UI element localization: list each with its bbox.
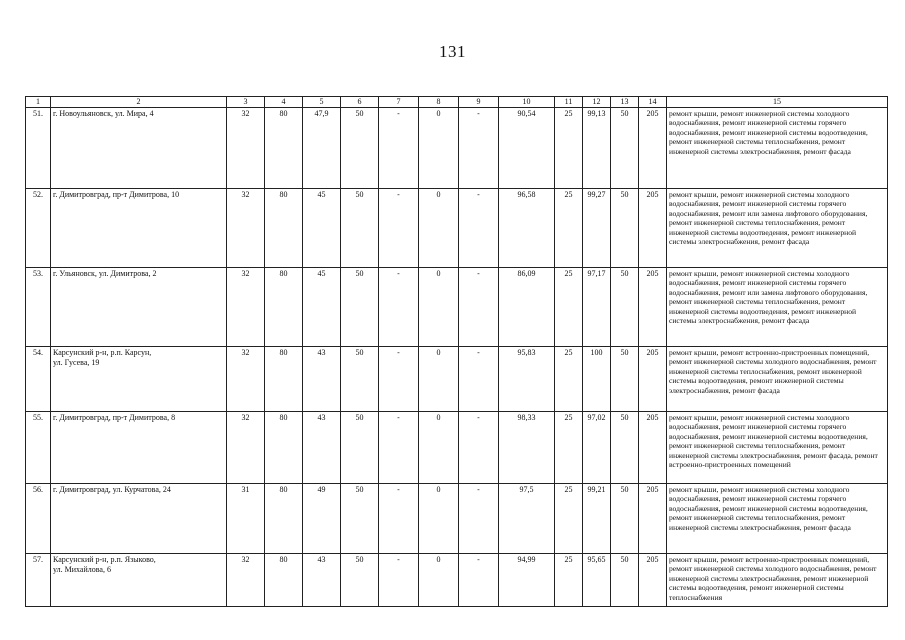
column-header: 6: [341, 97, 379, 108]
cell: 80: [265, 268, 303, 347]
cell: 97,17: [583, 268, 611, 347]
cell: 0: [419, 189, 459, 268]
cell: -: [459, 108, 499, 189]
cell: 80: [265, 554, 303, 607]
works-cell: ремонт крыши, ремонт инженерной системы холодного водоснабжения, ремонт инженерной системы горячего водоснабжения, ремонт инженерной системы водоотведения, ремонт инженерной системы теплоснабжения, ремонт инженерной системы электроснабжения, ремонт фасада, ремонт встроенно-пристроенных помещений: [667, 412, 888, 484]
cell: 32: [227, 554, 265, 607]
row-number: 56.: [26, 484, 51, 554]
works-cell: ремонт крыши, ремонт встроенно-пристроенных помещений, ремонт инженерной системы холодного водоснабжения, ремонт инженерной системы электроснабжения, ремонт инженерной системы водоотведения, ремонт инженерной системы теплоснабжения: [667, 554, 888, 607]
cell: 50: [341, 108, 379, 189]
cell: 205: [639, 268, 667, 347]
cell: 100: [583, 347, 611, 412]
cell: 50: [611, 268, 639, 347]
cell: -: [459, 412, 499, 484]
row-number: 57.: [26, 554, 51, 607]
table-row: [26, 554, 888, 607]
cell: 31: [227, 484, 265, 554]
cell: 32: [227, 347, 265, 412]
cell: 205: [639, 412, 667, 484]
cell: 80: [265, 189, 303, 268]
cell: 97,5: [499, 484, 555, 554]
column-header: 8: [419, 97, 459, 108]
cell: 97,02: [583, 412, 611, 484]
cell: 0: [419, 412, 459, 484]
cell: 80: [265, 412, 303, 484]
cell: 205: [639, 189, 667, 268]
works-cell: ремонт крыши, ремонт инженерной системы холодного водоснабжения, ремонт инженерной системы горячего водоснабжения, ремонт или замена лифтового оборудования, ремонт инженерной системы теплоснабжения, ремонт инженерной системы водоотведения, ремонт инженерной системы электроснабжения, ремонт фасада: [667, 268, 888, 347]
cell: -: [459, 189, 499, 268]
cell: 99,27: [583, 189, 611, 268]
cell: 205: [639, 347, 667, 412]
row-number: 52.: [26, 189, 51, 268]
cell: 99,21: [583, 484, 611, 554]
row-number: 55.: [26, 412, 51, 484]
cell: 25: [555, 554, 583, 607]
cell: 25: [555, 412, 583, 484]
cell: 99,13: [583, 108, 611, 189]
cell: 50: [341, 347, 379, 412]
column-header: 14: [639, 97, 667, 108]
column-header: 9: [459, 97, 499, 108]
cell: 0: [419, 108, 459, 189]
buildings-table: [25, 96, 888, 607]
cell: 95,83: [499, 347, 555, 412]
cell: 50: [341, 554, 379, 607]
cell: 43: [303, 412, 341, 484]
cell: 0: [419, 554, 459, 607]
cell: 43: [303, 347, 341, 412]
cell: 80: [265, 484, 303, 554]
cell: -: [459, 554, 499, 607]
cell: -: [459, 268, 499, 347]
cell: 32: [227, 412, 265, 484]
cell: 50: [611, 554, 639, 607]
cell: 50: [611, 412, 639, 484]
row-number: 51.: [26, 108, 51, 189]
cell: -: [379, 268, 419, 347]
table-row: [26, 484, 888, 554]
cell: 50: [611, 189, 639, 268]
cell: 95,65: [583, 554, 611, 607]
column-header: 5: [303, 97, 341, 108]
cell: 50: [341, 412, 379, 484]
works-cell: ремонт крыши, ремонт инженерной системы холодного водоснабжения, ремонт инженерной системы горячего водоснабжения, ремонт или замена лифтового оборудования, ремонт инженерной системы теплоснабжения, ремонт инженерной системы водоотведения, ремонт инженерной системы электроснабжения, ремонт фасада: [667, 189, 888, 268]
column-header: 13: [611, 97, 639, 108]
cell: 45: [303, 268, 341, 347]
cell: -: [379, 484, 419, 554]
works-cell: ремонт крыши, ремонт инженерной системы холодного водоснабжения, ремонт инженерной системы горячего водоснабжения, ремонт инженерной системы водоотведения, ремонт инженерной системы теплоснабжения, ремонт инженерной системы электроснабжения, ремонт фасада: [667, 484, 888, 554]
cell: 90,54: [499, 108, 555, 189]
page-number: 131: [439, 42, 466, 61]
address-cell: г. Ульяновск, ул. Димитрова, 2: [51, 268, 227, 347]
cell: 98,33: [499, 412, 555, 484]
cell: 205: [639, 484, 667, 554]
column-header: 11: [555, 97, 583, 108]
cell: -: [459, 484, 499, 554]
cell: 50: [611, 484, 639, 554]
column-header: 7: [379, 97, 419, 108]
address-cell: Карсунский р-н, р.п. Карсун, ул. Гусева, 19: [51, 347, 227, 412]
cell: 205: [639, 554, 667, 607]
address-cell: г. Новоульяновск, ул. Мира, 4: [51, 108, 227, 189]
address-cell: г. Димитровград, ул. Курчатова, 24: [51, 484, 227, 554]
column-header: 2: [51, 97, 227, 108]
cell: -: [379, 412, 419, 484]
cell: 25: [555, 108, 583, 189]
cell: 0: [419, 347, 459, 412]
cell: -: [379, 347, 419, 412]
cell: 0: [419, 484, 459, 554]
cell: 25: [555, 484, 583, 554]
column-header: 4: [265, 97, 303, 108]
table-row: [26, 347, 888, 412]
cell: 50: [341, 484, 379, 554]
address-cell: Карсунский р-н, р.п. Языково, ул. Михайлова, 6: [51, 554, 227, 607]
works-cell: ремонт крыши, ремонт встроенно-пристроенных помещений, ремонт инженерной системы холодного водоснабжения, ремонт инженерной системы теплоснабжения, ремонт инженерной системы водоотведения, ремонт инженерной системы электроснабжения, ремонт фасада: [667, 347, 888, 412]
cell: -: [459, 347, 499, 412]
column-header: 15: [667, 97, 888, 108]
cell: 50: [341, 268, 379, 347]
column-header: 10: [499, 97, 555, 108]
cell: 50: [611, 108, 639, 189]
column-header: 12: [583, 97, 611, 108]
cell: -: [379, 189, 419, 268]
cell: 80: [265, 108, 303, 189]
cell: 96,58: [499, 189, 555, 268]
table-row: [26, 189, 888, 268]
column-header: 1: [26, 97, 51, 108]
table-row: [26, 412, 888, 484]
column-number-row: [26, 97, 888, 108]
cell: 25: [555, 268, 583, 347]
cell: 49: [303, 484, 341, 554]
cell: 32: [227, 108, 265, 189]
table-row: [26, 108, 888, 189]
cell: 32: [227, 268, 265, 347]
cell: 32: [227, 189, 265, 268]
cell: 205: [639, 108, 667, 189]
cell: 47,9: [303, 108, 341, 189]
cell: 45: [303, 189, 341, 268]
address-cell: г. Димитровград, пр-т Димитрова, 10: [51, 189, 227, 268]
cell: 0: [419, 268, 459, 347]
works-cell: ремонт крыши, ремонт инженерной системы холодного водоснабжения, ремонт инженерной системы горячего водоснабжения, ремонт инженерной системы водоотведения, ремонт инженерной системы теплоснабжения, ремонт инженерной системы электроснабжения, ремонт фасада: [667, 108, 888, 189]
address-cell: г. Димитровград, пр-т Димитрова, 8: [51, 412, 227, 484]
row-number: 54.: [26, 347, 51, 412]
table-row: [26, 268, 888, 347]
cell: 80: [265, 347, 303, 412]
cell: 43: [303, 554, 341, 607]
cell: 25: [555, 189, 583, 268]
cell: 94,99: [499, 554, 555, 607]
cell: -: [379, 108, 419, 189]
cell: 86,09: [499, 268, 555, 347]
column-header: 3: [227, 97, 265, 108]
cell: -: [379, 554, 419, 607]
cell: 50: [341, 189, 379, 268]
row-number: 53.: [26, 268, 51, 347]
cell: 25: [555, 347, 583, 412]
cell: 50: [611, 347, 639, 412]
